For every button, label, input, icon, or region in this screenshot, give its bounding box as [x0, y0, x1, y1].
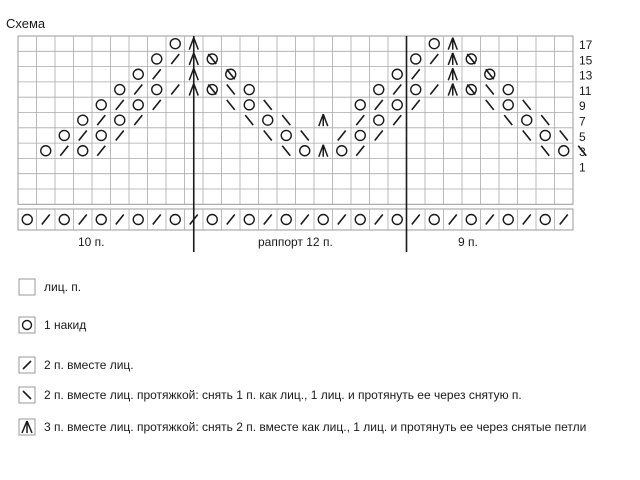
legend-s2kpo-label: 3 п. вместе лиц. протяжкой: снять 2 п. вместе как лиц., 1 лиц. и протянуть ее через снятые петли	[44, 420, 587, 434]
row-number: 1	[579, 160, 586, 175]
row-number: 3	[579, 145, 586, 160]
row-number: 17	[579, 38, 593, 52]
page-title: Схема	[6, 16, 46, 31]
s2kpo-icon	[18, 418, 36, 436]
legend-yarn-over-label: 1 накид	[44, 318, 87, 332]
k2tog-icon	[18, 356, 36, 374]
row-number: 9	[579, 99, 586, 114]
section-label-left: 10 п.	[78, 235, 105, 249]
row-number: 15	[579, 53, 593, 68]
section-label-right: 9 п.	[458, 235, 478, 249]
section-label-repeat: раппорт 12 п.	[258, 235, 333, 249]
legend-knit-label: лиц. п.	[44, 280, 82, 294]
legend-k2tog-label: 2 п. вместе лиц.	[44, 358, 134, 372]
legend-ssk-label: 2 п. вместе лиц. протяжкой: снять 1 п. как лиц., 1 лиц. и протянуть ее через снятую п.	[44, 388, 522, 402]
row-number: 13	[579, 68, 593, 83]
row-number: 5	[579, 129, 586, 144]
row-number: 7	[579, 114, 586, 129]
yarn-over-icon	[18, 316, 36, 334]
ssk-icon	[18, 386, 36, 404]
row-number: 11	[579, 83, 592, 98]
empty-square-icon	[18, 278, 36, 296]
